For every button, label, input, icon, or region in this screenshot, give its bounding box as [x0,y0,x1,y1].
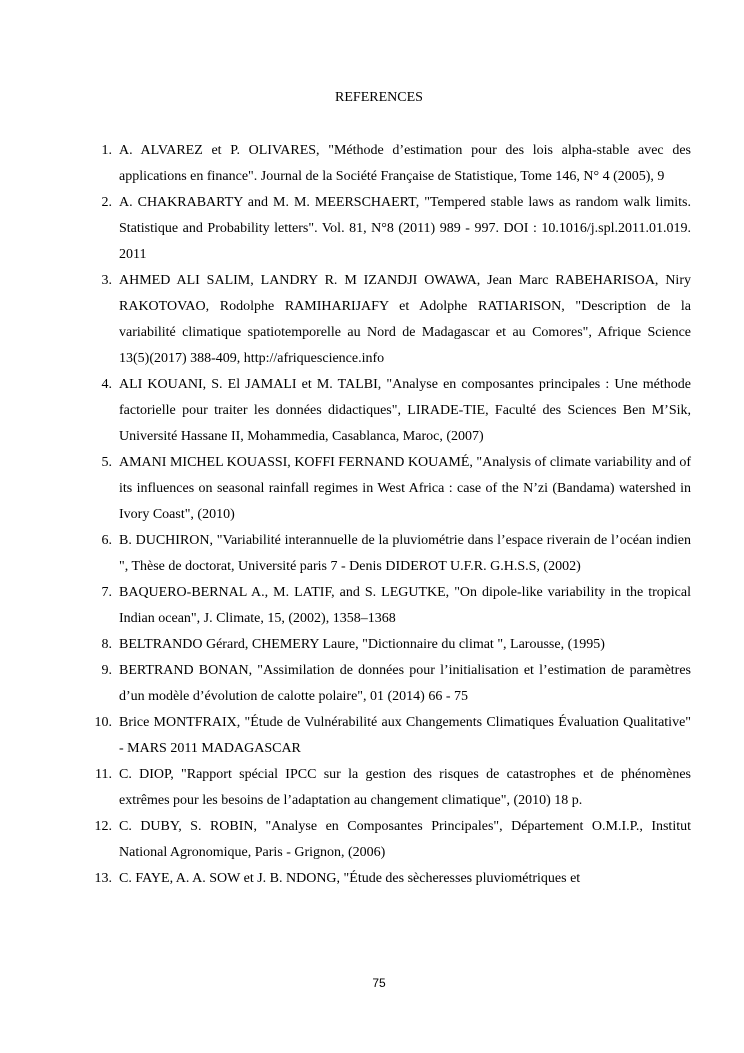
reference-number: 4. [101,377,112,392]
reference-item-2 [88,190,691,268]
reference-item-7 [88,580,691,632]
reference-number: 3. [101,273,112,288]
reference-number: 7. [101,585,112,600]
reference-text: C. FAYE, A. A. SOW et J. B. NDONG, "Étude des sècheresses pluviométriques et [119,871,581,886]
reference-text: AHMED ALI SALIM, LANDRY R. M IZANDJI OWAWA, Jean Marc RABEHARISOA, Niry RAKOTOVAO, Rodolphe RAMIHARIJAFY et Adolphe RATIARISON, "Description de la variabilité climatique spatiotemporelle au Nord de Madagascar et au Comores", Afrique Science 13(5)(2017) 388-409, http://afriquescience.info [119,273,691,366]
reference-item-12 [88,814,691,866]
page-number: 75 [372,976,386,990]
reference-item-3 [88,268,691,372]
reference-text: BAQUERO-BERNAL A., M. LATIF, and S. LEGUTKE, "On dipole-like variability in the tropical Indian ocean", J. Climate, 15, (2002), 1358–1368 [119,585,691,626]
reference-item-9 [88,658,691,710]
reference-number: 2. [101,195,112,210]
reference-text: A. CHAKRABARTY and M. M. MEERSCHAERT, "Tempered stable laws as random walk limits. Statistique and Probability letters". Vol. 81, N°8 (2011) 989 - 997. DOI : 10.1016/j.spl.2011.01.019. 2011 [119,195,691,262]
reference-text: AMANI MICHEL KOUASSI, KOFFI FERNAND KOUAMÉ, "Analysis of climate variability and of its influences on seasonal rainfall regimes in West Africa : case of the N’zi (Bandama) watershed in Ivory Coast", (2010) [119,455,691,522]
reference-item-4 [88,372,691,450]
reference-list [88,138,691,892]
reference-number: 5. [101,455,112,470]
reference-text: BERTRAND BONAN, "Assimilation de données pour l’initialisation et l’estimation de paramètres d’un modèle d’évolution de calotte polaire", 01 (2014) 66 - 75 [119,663,691,704]
reference-item-5 [88,450,691,528]
reference-text: C. DUBY, S. ROBIN, "Analyse en Composantes Principales", Département O.M.I.P., Institut National Agronomique, Paris - Grignon, (2006) [119,819,691,860]
reference-number: 8. [101,637,112,652]
reference-text: B. DUCHIRON, "Variabilité interannuelle de la pluviométrie dans l’espace riverain de l’océan indien ", Thèse de doctorat, Université paris 7 - Denis DIDEROT U.F.R. G.H.S.S, (2002) [119,533,691,574]
reference-text: ALI KOUANI, S. El JAMALI et M. TALBI, "Analyse en composantes principales : Une méthode factorielle pour traiter les données didactiques", LIRADE-TIE, Faculté des Sciences Ben M’Sik, Université Hassane II, Mohammedia, Casablanca, Maroc, (2007) [119,377,691,444]
reference-number: 6. [101,533,112,548]
reference-number: 13. [94,871,112,886]
reference-number: 11. [95,767,112,782]
reference-item-8 [88,632,691,658]
reference-text: C. DIOP, "Rapport spécial IPCC sur la gestion des risques de catastrophes et de phénomènes extrêmes pour les besoins de l’adaptation au changement climatique", (2010) 18 p. [119,767,691,808]
reference-text: A. ALVAREZ et P. OLIVARES, "Méthode d’estimation pour des lois alpha-stable avec des applications en finance". Journal de la Société Française de Statistique, Tome 146, N° 4 (2005), 9 [119,143,691,184]
reference-text: BELTRANDO Gérard, CHEMERY Laure, "Dictionnaire du climat ", Larousse, (1995) [119,637,605,652]
reference-item-10 [88,710,691,762]
reference-item-13 [88,866,691,892]
reference-item-1 [88,138,691,190]
reference-number: 10. [94,715,112,730]
reference-number: 12. [94,819,112,834]
reference-item-6 [88,528,691,580]
page-title: REFERENCES [335,90,423,105]
reference-item-11 [88,762,691,814]
reference-text: Brice MONTFRAIX, "Étude de Vulnérabilité aux Changements Climatiques Évaluation Qualitative" - MARS 2011 MADAGASCAR [119,715,691,756]
reference-number: 1. [101,143,112,158]
reference-number: 9. [101,663,112,678]
